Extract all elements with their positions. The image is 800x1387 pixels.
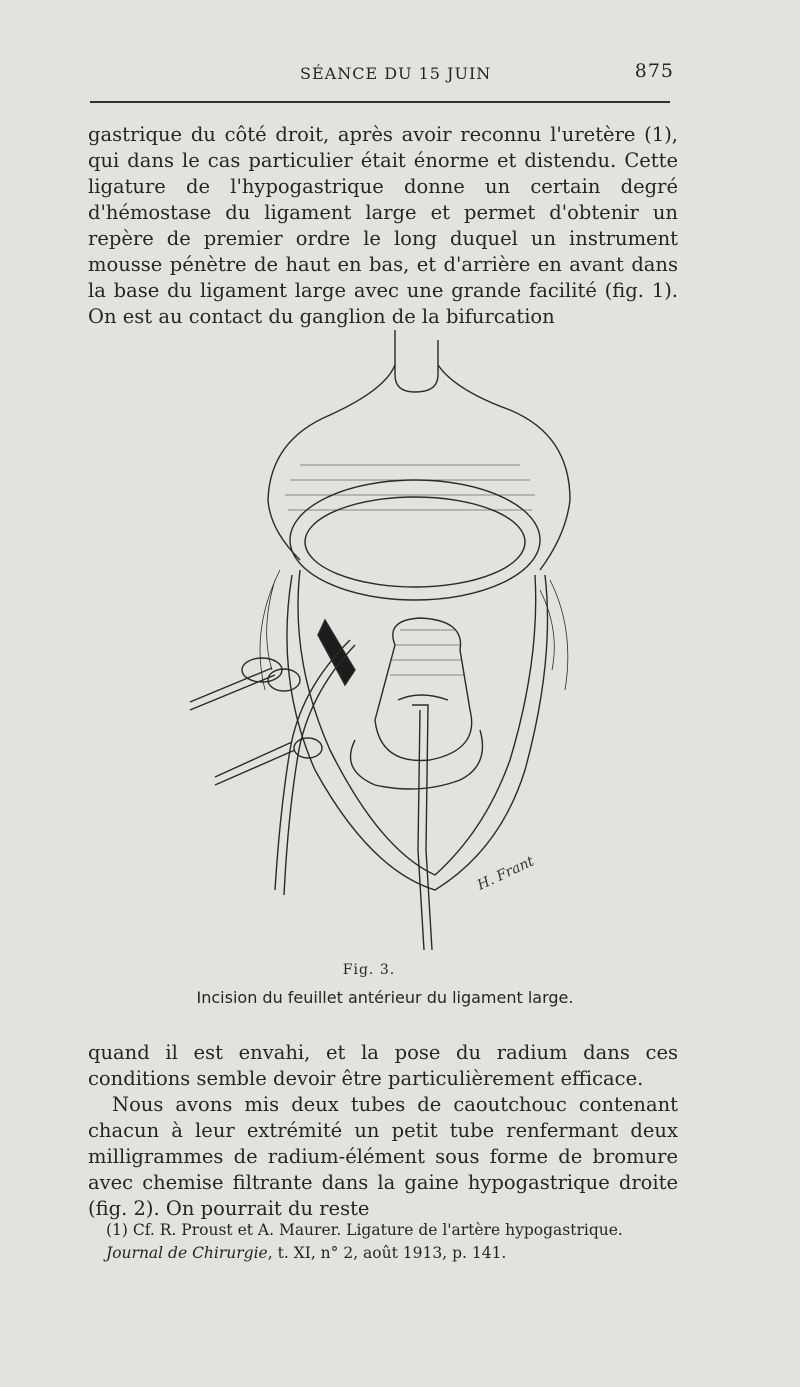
footnote-journal: Journal de Chirurgie (106, 1244, 268, 1262)
header-title: SÉANCE DU 15 JUIN (300, 64, 492, 83)
footnote-text-2: , t. XI, n° 2, août 1913, p. 141. (267, 1244, 507, 1262)
paragraph-top-text: gastrique du côté droit, après avoir reconnu l'uretère (1), qui dans le cas particulier était énorme et distendu. Cette ligature de l'hypogastrique donne un certain degré d'hémostase du ligament large et permet d'obtenir un repère de premier ordre le long duquel un instrument mousse pénètre de haut en bas, et d'arrière en avant dans la base du ligament large avec une grande facilité (fig. 1). On est au contact du ganglion de la bifurcation (88, 123, 678, 328)
running-header (90, 60, 680, 88)
page-number: 875 (634, 60, 674, 82)
paragraph-top (88, 122, 678, 330)
figure-label: Fig. 3. (342, 962, 396, 978)
artist-signature: H. Frant (474, 853, 537, 894)
paragraph-bottom-2: Nous avons mis deux tubes de caoutchouc contenant chacun à leur extrémité un petit tube renfermant deux milligrammes de radium-élément sous forme de bromure avec chemise filtrante dans la gaine hypogastrique droite (fig. 2). On pourrait du reste (88, 1093, 678, 1220)
header-rule (90, 101, 670, 103)
footnote-text-1: (1) Cf. R. Proust et A. Maurer. Ligature de l'artère hypogastrique. (106, 1221, 623, 1239)
figure-caption: Incision du feuillet antérieur du ligament large. (196, 988, 574, 1007)
paragraph-bottom-1: quand il est envahi, et la pose du radium dans ces conditions semble devoir être particulièrement efficace. (88, 1041, 678, 1090)
footnote (88, 1219, 680, 1265)
paragraph-bottom (88, 1040, 678, 1222)
surgical-illustration (180, 330, 600, 960)
